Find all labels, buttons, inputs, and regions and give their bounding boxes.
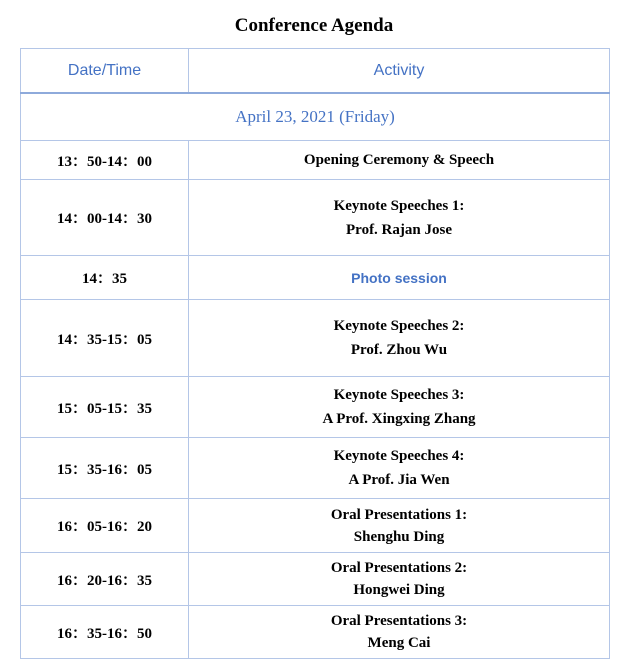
activity-cell xyxy=(189,499,610,553)
time-cell: 14：35-15：05 xyxy=(21,300,189,377)
activity-line-1: Keynote Speeches 1: xyxy=(333,197,465,214)
header-datetime: Date/Time xyxy=(21,49,189,94)
activity-line-1: Photo session xyxy=(351,269,447,286)
activity-line-1: Keynote Speeches 3: xyxy=(333,387,465,403)
activity-line-1: Opening Ceremony & Speech xyxy=(303,152,495,168)
page-title: Conference Agenda xyxy=(234,15,394,36)
table-row xyxy=(21,180,610,256)
activity-line-2: Hongwei Ding xyxy=(353,582,445,598)
table-row xyxy=(21,300,610,377)
time-cell: 14：35 xyxy=(21,256,189,300)
table-row xyxy=(21,553,610,606)
activity-line-1: Oral Presentations 3: xyxy=(330,613,468,629)
activity-cell xyxy=(189,141,610,180)
time-cell: 15：35-16：05 xyxy=(21,438,189,499)
activity-line-2: Prof. Rajan Jose xyxy=(346,221,452,238)
activity-line-1: Keynote Speeches 4: xyxy=(333,448,465,464)
time-cell: 16：05-16：20 xyxy=(21,499,189,553)
activity-line-2: Meng Cai xyxy=(367,635,431,651)
day-label: April 23, 2021 (Friday) xyxy=(21,93,610,141)
activity-cell xyxy=(189,256,610,300)
time-cell: 16：20-16：35 xyxy=(21,553,189,606)
time-cell: 14：00-14：30 xyxy=(21,180,189,256)
activity-line-2: Prof. Zhou Wu xyxy=(350,342,448,358)
header-activity: Activity xyxy=(189,49,610,94)
activity-line-1: Keynote Speeches 2: xyxy=(333,318,465,334)
activity-line-1: Oral Presentations 2: xyxy=(330,560,468,576)
activity-line-1: Oral Presentations 1: xyxy=(330,506,468,523)
table-header-row xyxy=(21,49,610,94)
activity-cell xyxy=(189,300,610,377)
activity-line-2: A Prof. Xingxing Zhang xyxy=(322,411,476,427)
activity-cell xyxy=(189,553,610,606)
activity-line-2: Shenghu Ding xyxy=(353,528,445,545)
activity-line-2: A Prof. Jia Wen xyxy=(348,472,450,488)
time-cell: 15：05-15：35 xyxy=(21,377,189,438)
activity-cell xyxy=(189,438,610,499)
day-row xyxy=(21,93,610,141)
table-row xyxy=(21,377,610,438)
time-cell: 13：50-14：00 xyxy=(21,141,189,180)
table-row xyxy=(21,256,610,300)
activity-cell xyxy=(189,377,610,438)
activity-cell xyxy=(189,606,610,659)
table-row xyxy=(21,438,610,499)
table-row xyxy=(21,499,610,553)
activity-cell xyxy=(189,180,610,256)
table-row xyxy=(21,606,610,659)
agenda-table xyxy=(20,48,610,659)
table-row xyxy=(21,141,610,180)
time-cell: 16：35-16：50 xyxy=(21,606,189,659)
